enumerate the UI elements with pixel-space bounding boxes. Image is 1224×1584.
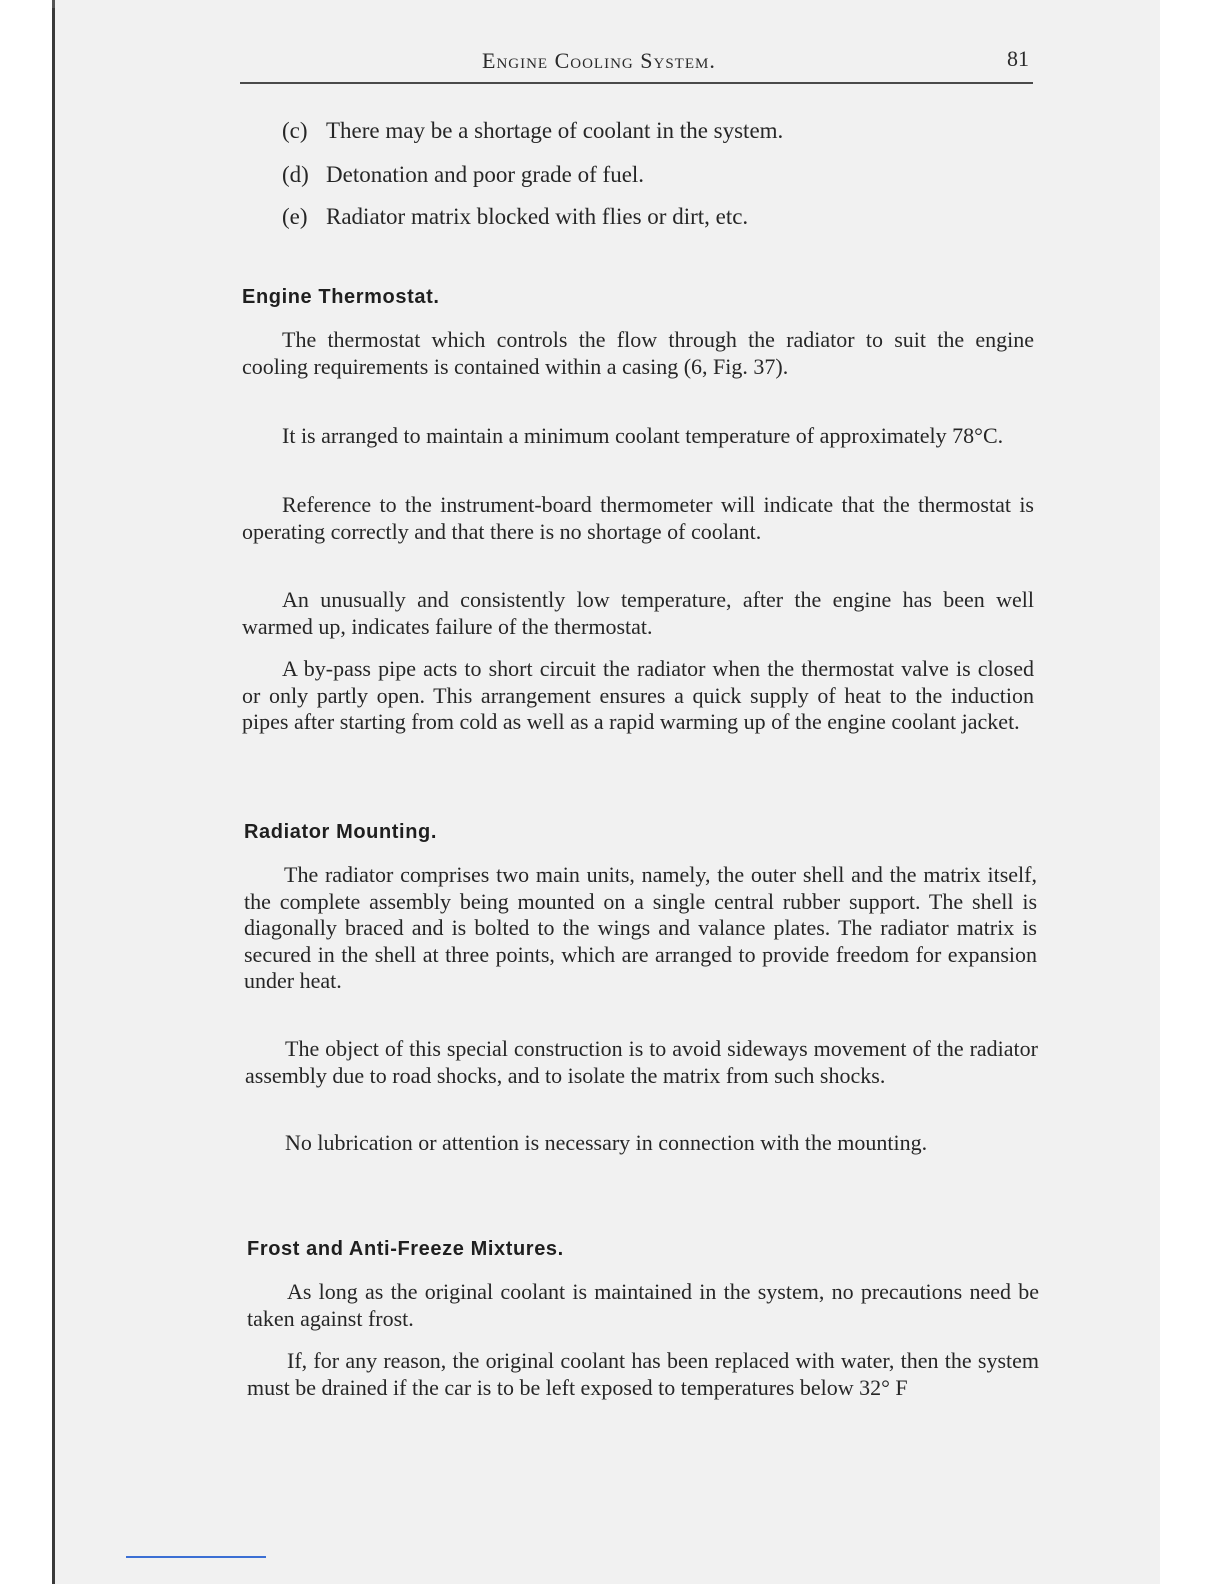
header-rule: [240, 82, 1033, 84]
section-heading-engine-thermostat: Engine Thermostat.: [242, 286, 440, 308]
paragraph: Reference to the instrument-board thermometer will indicate that the thermostat is operating correctly and that there is no shortage of coolant.: [242, 492, 1034, 544]
list-marker: (e): [282, 204, 308, 229]
list-text: Detonation and poor grade of fuel.: [326, 162, 645, 187]
list-item: [282, 117, 783, 145]
paragraph: The object of this special construction is to avoid sideways movement of the radiator assembly due to road shocks, and to isolate the matrix from such shocks.: [245, 1036, 1038, 1088]
scan-left-margin: [0, 0, 56, 1584]
paragraph: The thermostat which controls the flow through the radiator to suit the engine cooling requirements is contained within a casing (6, Fig. 37).: [242, 327, 1034, 379]
paragraph: As long as the original coolant is maintained in the system, no precautions need be taken against frost.: [247, 1279, 1039, 1331]
paragraph: No lubrication or attention is necessary in connection with the mounting.: [285, 1130, 928, 1155]
paragraph: The radiator comprises two main units, namely, the outer shell and the matrix itself, the complete assembly being mounted on a single central rubber support. The shell is diagonally braced and is bolted to the wings and valance plates. The radiator matrix is secured in the shell at three points, which are arranged to provide freedom for expansion under heat.: [244, 862, 1037, 993]
section-heading-frost-anti-freeze: Frost and Anti-Freeze Mixtures.: [247, 1238, 564, 1260]
section-heading-radiator-mounting: Radiator Mounting.: [244, 821, 437, 843]
list-marker: (c): [282, 118, 308, 143]
paragraph: If, for any reason, the original coolant has been replaced with water, then the system must be drained if the car is to be left exposed to temperatures below 32° F: [247, 1348, 1039, 1400]
running-header: Engine Cooling System.: [482, 48, 716, 73]
scan-right-margin: [1160, 0, 1224, 1584]
paragraph: A by-pass pipe acts to short circuit the radiator when the thermostat valve is closed or only partly open. This arrangement ensures a quick supply of heat to the induction pipes after starting from cold as well as a rapid warming up of the engine coolant jacket.: [242, 656, 1034, 734]
list-item: [282, 161, 644, 189]
page-sheet: [55, 0, 1160, 1584]
list-marker: (d): [282, 162, 309, 187]
list-text: Radiator matrix blocked with flies or dirt, etc.: [326, 204, 749, 229]
list-item: [282, 203, 748, 231]
paragraph: An unusually and consistently low temperature, after the engine has been well warmed up, indicates failure of the thermostat.: [242, 587, 1034, 639]
page-number: 81: [1007, 46, 1029, 71]
list-text: There may be a shortage of coolant in the system.: [326, 118, 784, 143]
bottom-link-underline: [126, 1556, 266, 1558]
paragraph: It is arranged to maintain a minimum coolant temperature of approximately 78°C.: [282, 423, 1004, 448]
